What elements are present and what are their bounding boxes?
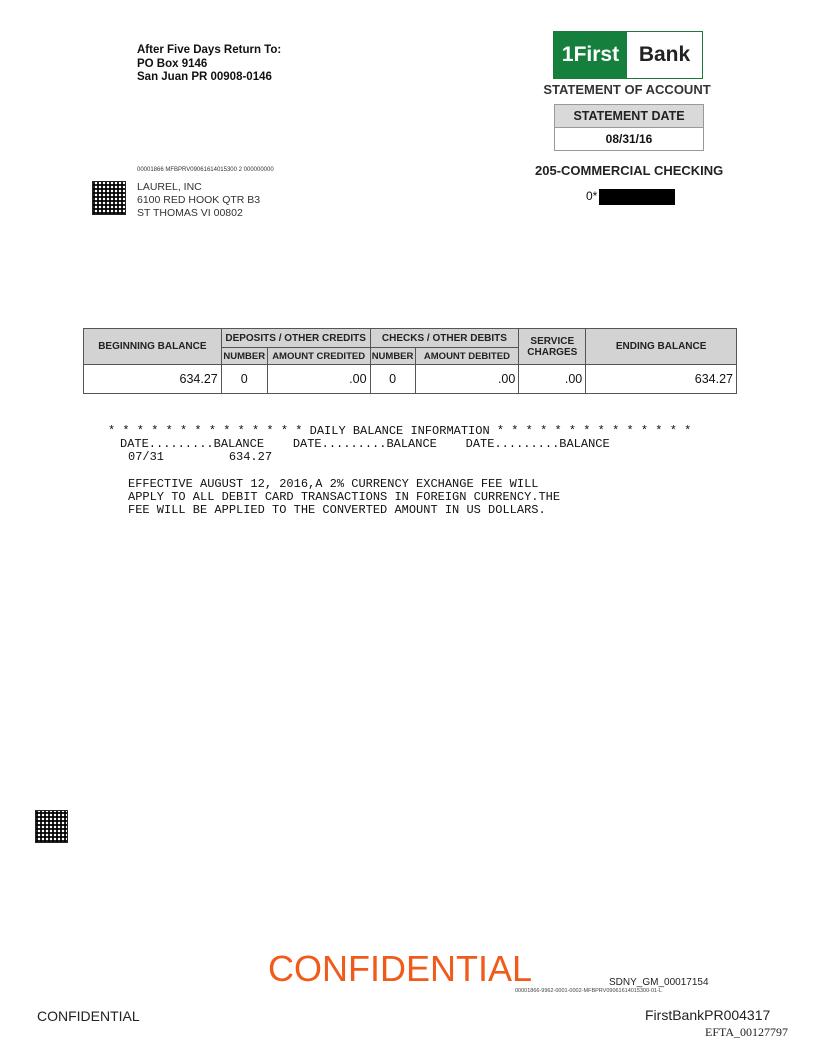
checks-number-value: 0 <box>370 365 415 394</box>
deposits-number-value: 0 <box>221 365 267 394</box>
header-checks-number: NUMBER <box>370 348 415 365</box>
redaction-bar <box>599 189 675 205</box>
efta-number: EFTA_00127797 <box>705 1025 789 1039</box>
table-row <box>84 365 737 394</box>
barcode-icon <box>92 181 126 215</box>
header-checks: CHECKS / OTHER DEBITS <box>370 329 519 348</box>
header-amount-credited: AMOUNT CREDITED <box>267 348 370 365</box>
statement-title: STATEMENT OF ACCOUNT <box>543 82 711 97</box>
amount-credited-value: .00 <box>267 365 370 394</box>
bank-logo <box>553 31 703 79</box>
mail-sequence-code: 00001866 MFBPRV09061614015300 2 000000000 <box>137 167 274 173</box>
return-line1: PO Box 9146 <box>137 57 208 70</box>
header-deposits: DEPOSITS / OTHER CREDITS <box>221 329 370 348</box>
daily-balance-columns: DATE.........BALANCE DATE.........BALANCE DATE.........BALANCE <box>120 437 610 451</box>
header-service-charges: SERVICE CHARGES <box>519 329 586 365</box>
statement-date-box <box>554 104 704 151</box>
header-ending-balance: ENDING BALANCE <box>586 329 737 365</box>
ending-balance-value: 634.27 <box>586 365 737 394</box>
confidential-label: CONFIDENTIAL <box>37 1008 140 1024</box>
document-code: 00001866-9962-0001-0002-MFBPRV09061614015300-01-L <box>515 988 662 994</box>
confidential-stamp: CONFIDENTIAL <box>268 948 533 989</box>
account-type: 205-COMMERCIAL CHECKING <box>535 163 724 178</box>
return-heading: After Five Days Return To: <box>137 44 282 56</box>
header-deposits-number: NUMBER <box>221 348 267 365</box>
fee-notice: EFFECTIVE AUGUST 12, 2016,A 2% CURRENCY EXCHANGE FEE WILL APPLY TO ALL DEBIT CARD TRANSACTIONS IN FOREIGN CURRENCY.THE FEE WILL BE APPLIED TO THE CONVERTED AMOUNT IN US DOLLARS. <box>128 477 561 517</box>
logo-bank: Bank <box>627 32 702 78</box>
balance-summary-table <box>83 328 737 394</box>
header-amount-debited: AMOUNT DEBITED <box>415 348 519 365</box>
amount-debited-value: .00 <box>415 365 519 394</box>
logo-first: 1First <box>554 32 627 78</box>
account-number-prefix: 0* <box>586 189 598 203</box>
mailing-address <box>137 181 260 220</box>
header-beginning-balance: BEGINNING BALANCE <box>84 329 222 365</box>
daily-balance-header: * * * * * * * * * * * * * * DAILY BALANCE INFORMATION * * * * * * * * * * * * * * <box>108 424 692 438</box>
return-address <box>137 44 281 85</box>
service-charges-value: .00 <box>519 365 586 394</box>
customer-name: LAUREL, INC <box>137 181 202 193</box>
statement-date-value: 08/31/16 <box>605 132 653 146</box>
statement-date-label: STATEMENT DATE <box>555 105 703 128</box>
customer-city: ST THOMAS VI 00802 <box>137 207 243 219</box>
beginning-balance-value: 634.27 <box>84 365 222 394</box>
daily-balance-row: 07/31 634.27 <box>128 450 273 464</box>
barcode-icon <box>35 810 68 843</box>
customer-street: 6100 RED HOOK QTR B3 <box>137 194 261 206</box>
return-line2: San Juan PR 00908-0146 <box>137 71 272 83</box>
sdny-bates: SDNY_GM_00017154 <box>609 977 709 988</box>
bank-bates-number: FirstBankPR004317 <box>645 1007 771 1023</box>
